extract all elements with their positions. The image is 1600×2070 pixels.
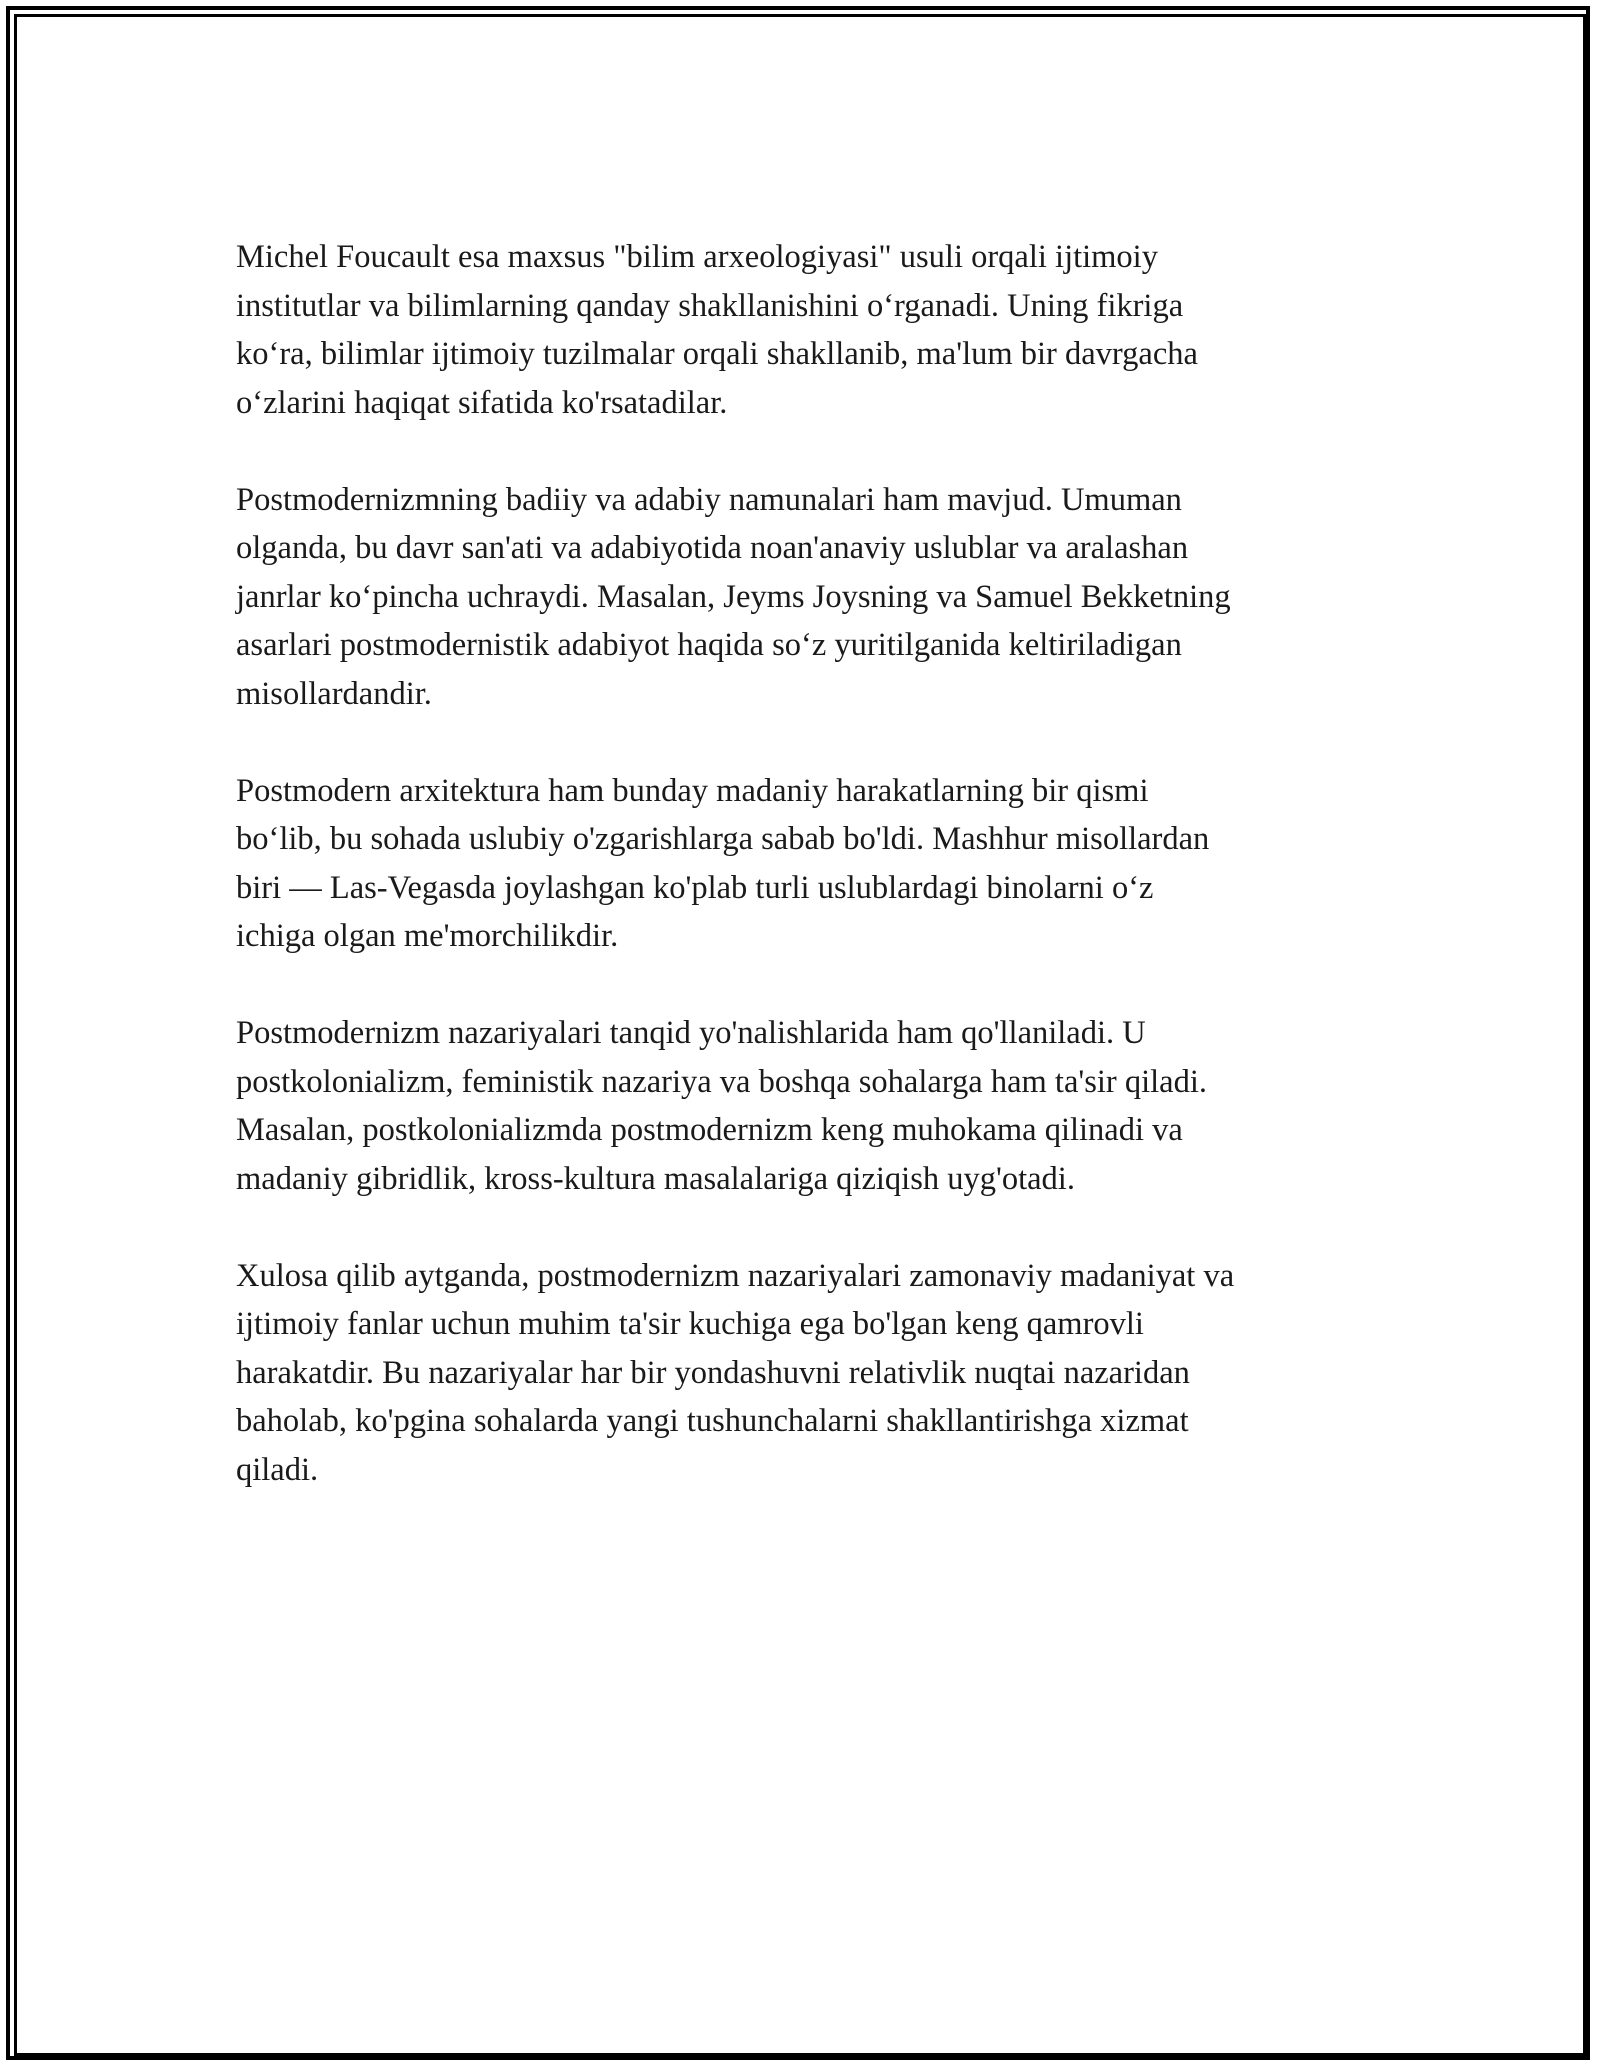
text-line: biri — Las-Vegasda joylashgan ko'plab turli uslublardagi binolarni o‘z: [236, 869, 1154, 906]
text-line: olganda, bu davr san'ati va adabiyotida noan'anaviy uslublar va aralashan: [236, 530, 1189, 566]
text-line: misollardandir.: [236, 675, 432, 712]
text-line: madaniy gibridlik, kross-kultura masalalariga qiziqish uyg'otadi.: [236, 1160, 1075, 1197]
text-line: Postmodernizmning badiiy va adabiy namunalari ham mavjud. Umuman: [236, 481, 1182, 518]
text-line: janrlar ko‘pincha uchraydi. Masalan, Jeyms Joysning va Samuel Bekketning: [236, 578, 1231, 615]
text-line: Michel Foucault esa maxsus "bilim arxeologiyasi" usuli orqali ijtimoiy: [236, 239, 1158, 275]
text-line: baholab, ko'pgina sohalarda yangi tushunchalarni shakllantirishga xizmat: [236, 1403, 1189, 1439]
paragraph-literature: [236, 476, 1376, 719]
text-line: Xulosa qilib aytganda, postmodernizm nazariyalari zamonaviy madaniyat va: [236, 1257, 1235, 1294]
text-line: qiladi.: [236, 1451, 319, 1488]
text-line: o‘zlarini haqiqat sifatida ko'rsatadilar.: [236, 384, 728, 421]
document-body: [236, 233, 1376, 1543]
text-line: harakatdir. Bu nazariyalar har bir yondashuvni relativlik nuqtai nazaridan: [236, 1354, 1190, 1391]
text-line: ichiga olgan me'morchilikdir.: [236, 918, 619, 954]
text-line: Postmodern arxitektura ham bunday madaniy harakatlarning bir qismi: [236, 772, 1149, 809]
text-line: asarlari postmodernistik adabiyot haqida so‘z yuritilganida keltiriladigan: [236, 627, 1182, 663]
text-line: ijtimoiy fanlar uchun muhim ta'sir kuchiga ega bo'lgan keng qamrovli: [236, 1306, 1144, 1342]
paragraph-foucault: [236, 233, 1376, 427]
text-line: bo‘lib, bu sohada uslubiy o'zgarishlarga sabab bo'ldi. Mashhur misollardan: [236, 821, 1210, 857]
text-line: Masalan, postkolonializmda postmodernizm keng muhokama qilinadi va: [236, 1112, 1183, 1148]
text-line: ko‘ra, bilimlar ijtimoiy tuzilmalar orqali shakllanib, ma'lum bir davrgacha: [236, 336, 1198, 372]
text-line: Postmodernizm nazariyalari tanqid yo'nalishlarida ham qo'llaniladi. U: [236, 1015, 1146, 1051]
text-line: institutlar va bilimlarning qanday shakllanishini o‘rganadi. Uning fikriga: [236, 287, 1184, 324]
paragraph-conclusion: [236, 1252, 1376, 1495]
paragraph-architecture: [236, 767, 1376, 961]
text-line: postkolonializm, feministik nazariya va boshqa sohalarga ham ta'sir qiladi.: [236, 1063, 1207, 1100]
paragraph-criticism: [236, 1009, 1376, 1203]
